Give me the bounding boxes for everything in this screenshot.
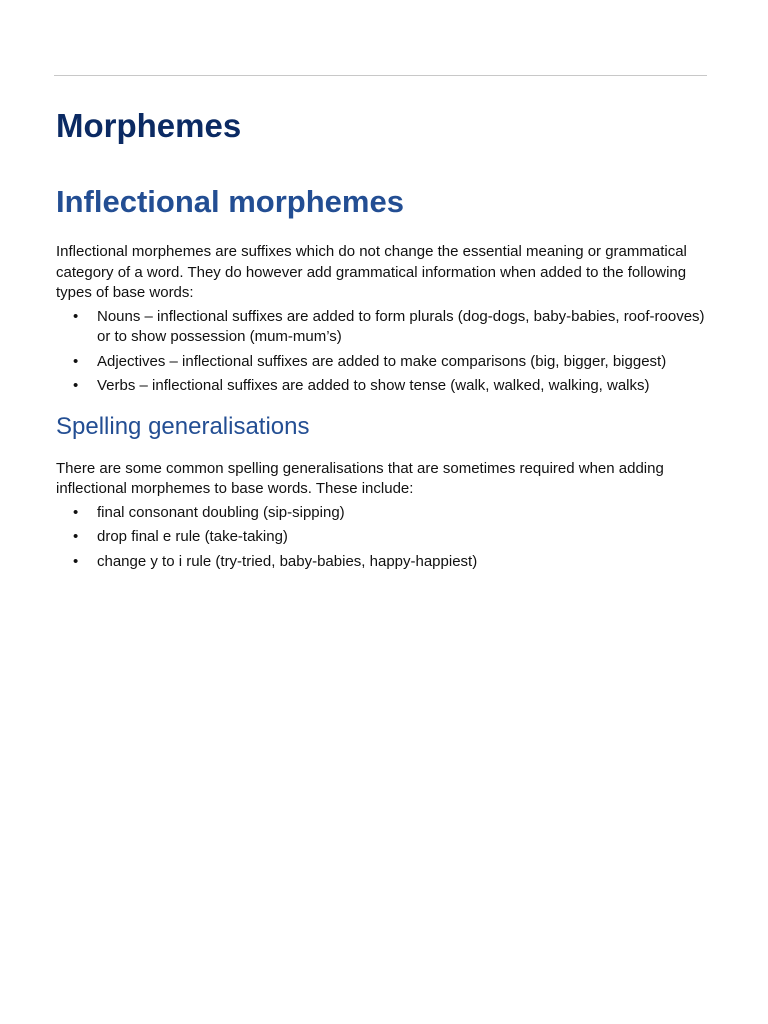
header-divider bbox=[54, 75, 707, 76]
spelling-rules-list bbox=[56, 503, 712, 573]
list-item-text: Nouns – inflectional suffixes are added to form plurals (dog-dogs, baby-babies, roof-rooves) or to show possession (mum-mum’s) bbox=[97, 307, 705, 345]
bullet-icon: • bbox=[73, 352, 79, 370]
section-heading: Inflectional morphemes bbox=[56, 184, 404, 219]
list-item bbox=[56, 307, 712, 348]
list-item bbox=[56, 352, 712, 373]
list-item-text: drop final e rule (take-taking) bbox=[97, 528, 288, 545]
spelling-paragraph: There are some common spelling generalisations that are sometimes required when adding inflectional morphemes to base words. These include: bbox=[56, 459, 664, 497]
intro-paragraph: Inflectional morphemes are suffixes which do not change the essential meaning or grammatical category of a word. They do however add grammatical information when added to the following types of base words: bbox=[56, 243, 687, 301]
subsection-heading: Spelling generalisations bbox=[56, 412, 310, 440]
bullet-icon: • bbox=[73, 552, 79, 570]
list-item-text: final consonant doubling (sip-sipping) bbox=[97, 503, 345, 521]
list-item-text: change y to i rule (try-tried, baby-babies, happy-happiest) bbox=[97, 552, 478, 570]
document-content bbox=[56, 104, 712, 576]
list-item bbox=[56, 552, 712, 573]
bullet-icon: • bbox=[73, 528, 79, 545]
bullet-icon: • bbox=[73, 503, 79, 521]
list-item-text: Adjectives – inflectional suffixes are added to make comparisons (big, bigger, biggest) bbox=[97, 352, 667, 370]
list-item-text: Verbs – inflectional suffixes are added to show tense (walk, walked, walking, walks) bbox=[97, 377, 650, 394]
bullet-icon: • bbox=[73, 377, 79, 394]
list-item bbox=[56, 503, 712, 524]
list-item bbox=[56, 527, 712, 548]
list-item bbox=[56, 376, 712, 397]
page-title: Morphemes bbox=[56, 107, 242, 144]
word-types-list bbox=[56, 307, 712, 397]
bullet-icon: • bbox=[73, 307, 79, 325]
